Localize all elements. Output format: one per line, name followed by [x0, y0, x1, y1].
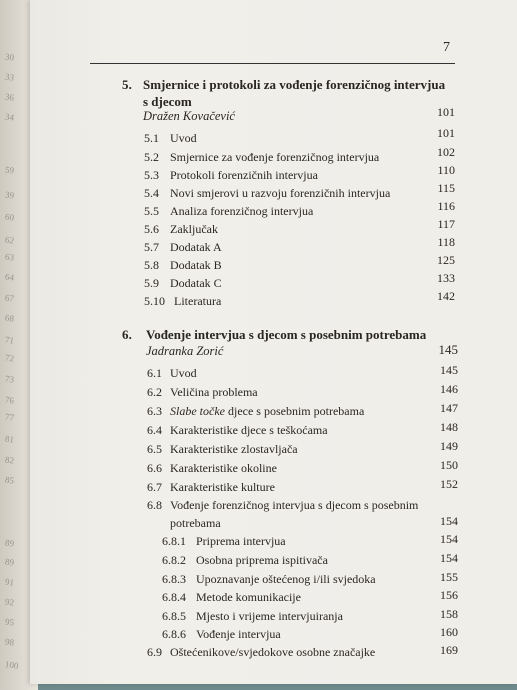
section-title: Dodatak C — [170, 276, 222, 290]
section-title: Oštećenikove/svjedokove osobne značajke — [170, 645, 376, 659]
toc-subentry — [162, 572, 376, 587]
section-title: Upoznavanje oštećenog i/ili svjedoka — [196, 572, 376, 586]
chapter-page: 101 — [437, 105, 455, 119]
chapter-page: 145 — [438, 342, 458, 357]
section-title: Vođenje forenzičnog intervjua s djecom s posebnim — [170, 498, 419, 512]
toc-entry — [147, 645, 375, 660]
toc-entry — [147, 423, 328, 438]
section-page: 133 — [437, 271, 455, 285]
chapter-number: 5. — [122, 77, 132, 92]
section-number: 6.5 — [147, 442, 162, 456]
section-title: Uvod — [170, 366, 197, 380]
toc-entry — [147, 385, 258, 400]
section-page: 160 — [440, 625, 458, 639]
prev-page-number: 64 — [4, 271, 15, 283]
section-number: 6.8.6 — [162, 627, 186, 641]
section-title: Literatura — [174, 294, 222, 308]
section-page: 150 — [440, 458, 458, 472]
prev-page-number: 85 — [4, 474, 15, 486]
section-number: 5.6 — [144, 222, 159, 236]
section-page: 115 — [437, 181, 455, 195]
section-title: Dodatak B — [170, 258, 222, 272]
section-title: Karakteristike okoline — [170, 461, 277, 475]
section-page: 148 — [440, 420, 458, 434]
section-number: 6.8 — [147, 498, 162, 512]
toc-entry-cont: potrebama — [170, 516, 221, 530]
chapter-title: Vođenje intervjua s djecom s posebnim potrebama — [146, 327, 427, 342]
section-title: Novi smjerovi u razvoju forenzičnih intervjua — [170, 186, 391, 200]
prev-page-number: 82 — [4, 454, 15, 466]
page-number: 7 — [443, 40, 450, 55]
section-number: 5.10 — [144, 294, 165, 308]
chapter-title-cont: s djecom — [143, 94, 192, 109]
section-page: 158 — [440, 607, 458, 621]
toc-entry — [144, 240, 222, 255]
section-page: 117 — [437, 217, 455, 231]
prev-page-number: 33 — [4, 71, 15, 83]
section-title: Protokoli forenzičnih intervjua — [170, 168, 318, 182]
toc-subentry — [162, 590, 301, 605]
section-title: Priprema intervjua — [196, 534, 286, 548]
section-number: 6.8.3 — [162, 572, 186, 586]
section-title: djece s posebnim potrebama — [224, 404, 365, 418]
section-number: 6.2 — [147, 385, 162, 399]
toc-entry — [144, 168, 318, 183]
prev-page-number: 73 — [4, 373, 15, 385]
section-number: 5.1 — [144, 131, 159, 145]
section-number: 6.8.5 — [162, 609, 186, 623]
section-number: 5.7 — [144, 240, 159, 254]
section-page: 146 — [440, 382, 458, 396]
section-number: 5.8 — [144, 258, 159, 272]
prev-page-number: 30 — [4, 51, 15, 63]
toc-subentry — [162, 553, 328, 568]
section-number: 6.3 — [147, 404, 162, 418]
section-title: Karakteristike djece s teškoćama — [170, 423, 328, 437]
toc-entry — [144, 294, 221, 309]
toc-entry — [144, 186, 390, 201]
section-number: 6.8.1 — [162, 534, 186, 548]
prev-page-number: 91 — [4, 576, 15, 588]
section-page: 101 — [437, 126, 455, 140]
prev-page-number: 71 — [4, 334, 15, 346]
section-title: Osobna priprema ispitivača — [196, 553, 328, 567]
prev-page-number: 89 — [4, 537, 15, 549]
section-page: 149 — [440, 439, 458, 453]
prev-page-number: 72 — [4, 352, 15, 364]
section-page: 110 — [437, 163, 455, 177]
chapter-author: Jadranka Zorić — [146, 344, 224, 358]
toc-entry — [144, 258, 222, 273]
chapter-number: 6. — [122, 327, 132, 342]
toc-entry — [147, 480, 275, 495]
section-page: 142 — [437, 289, 455, 303]
section-title-italic: Slabe točke — [170, 404, 225, 418]
section-number: 6.8.2 — [162, 553, 186, 567]
prev-page-number: 95 — [4, 616, 15, 628]
prev-page-number: 76 — [4, 394, 15, 406]
section-page: 169 — [440, 643, 458, 657]
prev-page-number: 62 — [4, 234, 15, 246]
section-title: Karakteristike zlostavljača — [170, 442, 298, 456]
prev-page-number: 77 — [4, 411, 15, 423]
toc-entry — [144, 204, 313, 219]
prev-page-number: 39 — [4, 189, 15, 201]
toc-entry — [147, 461, 277, 476]
toc-entry — [144, 222, 218, 237]
section-page: 102 — [437, 145, 455, 159]
section-title: Zaključak — [170, 222, 218, 236]
prev-page-number: 100 — [4, 659, 20, 671]
section-title: Vođenje intervjua — [196, 627, 281, 641]
toc-entry — [147, 404, 364, 419]
section-page: 154 — [440, 551, 458, 565]
section-number: 6.4 — [147, 423, 162, 437]
toc-entry — [147, 498, 418, 513]
prev-page-number: 63 — [4, 251, 15, 263]
section-title: Veličina problema — [170, 385, 258, 399]
section-number: 5.2 — [144, 150, 159, 164]
section-title: Dodatak A — [170, 240, 222, 254]
section-number: 5.4 — [144, 186, 159, 200]
section-page: 145 — [440, 363, 458, 377]
prev-page-number: 59 — [4, 164, 15, 176]
section-number: 6.7 — [147, 480, 162, 494]
toc-subentry — [162, 627, 281, 642]
section-number: 5.9 — [144, 276, 159, 290]
section-page: 152 — [440, 477, 458, 491]
section-title: Analiza forenzičnog intervjua — [170, 204, 314, 218]
toc-entry — [144, 150, 379, 165]
prev-page-number: 81 — [4, 433, 15, 445]
prev-page-number: 89 — [4, 556, 15, 568]
section-page: 125 — [437, 253, 455, 267]
section-title: Metode komunikacije — [196, 590, 301, 604]
toc-entry — [147, 442, 298, 457]
prev-page-number: 36 — [4, 91, 15, 103]
section-number: 6.9 — [147, 645, 162, 659]
toc-subentry — [162, 534, 286, 549]
section-page: 154 — [440, 514, 458, 528]
header-rule — [90, 63, 455, 64]
section-title: Mjesto i vrijeme intervjuiranja — [196, 609, 343, 623]
chapter-author: Dražen Kovačević — [143, 109, 235, 123]
section-number: 6.6 — [147, 461, 162, 475]
toc-entry — [147, 366, 197, 381]
section-number: 6.8.4 — [162, 590, 186, 604]
toc-subentry — [162, 609, 343, 624]
prev-page-number: 34 — [4, 111, 15, 123]
section-title: Uvod — [170, 131, 197, 145]
section-page: 118 — [437, 235, 455, 249]
section-page: 154 — [440, 532, 458, 546]
chapter-title: Smjernice i protokoli za vođenje forenzičnog intervjua — [143, 77, 446, 92]
prev-page-number: 60 — [4, 211, 15, 223]
section-page: 116 — [437, 199, 455, 213]
prev-page-number: 92 — [4, 596, 15, 608]
section-number: 5.5 — [144, 204, 159, 218]
section-page: 156 — [440, 588, 458, 602]
prev-page-number: 98 — [4, 636, 15, 648]
section-page: 147 — [440, 401, 458, 415]
toc-entry — [144, 276, 222, 291]
prev-page-number: 67 — [4, 292, 15, 304]
toc-page — [30, 0, 517, 684]
prev-page-number: 68 — [4, 312, 15, 324]
section-title: Karakteristike kulture — [170, 480, 275, 494]
section-title: Smjernice za vođenje forenzičnog intervjua — [170, 150, 380, 164]
section-page: 155 — [440, 570, 458, 584]
section-number: 5.3 — [144, 168, 159, 182]
toc-entry — [144, 131, 197, 146]
section-number: 6.1 — [147, 366, 162, 380]
